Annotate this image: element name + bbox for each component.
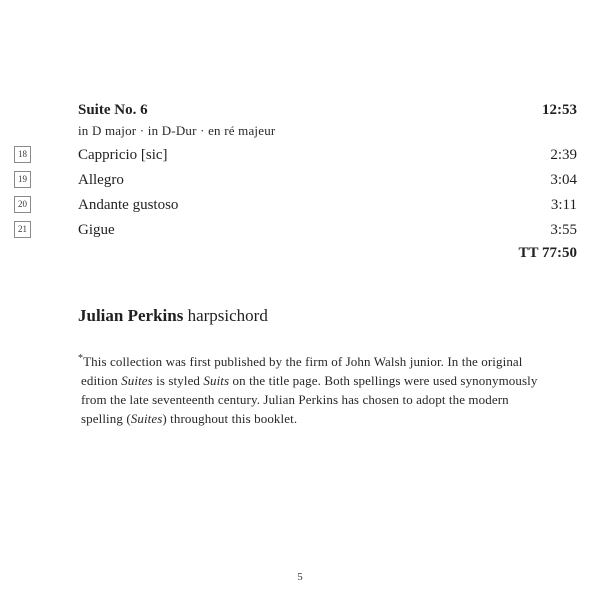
- track-time: 2:39: [550, 147, 577, 163]
- footnote-text: This collection was first published by the firm of John Walsh junior. In the original: [83, 354, 523, 369]
- total-time: TT 77:50: [518, 245, 577, 261]
- footnote-asterisk: *: [78, 353, 84, 364]
- footnote-line: [78, 409, 577, 428]
- footnote-line: [78, 349, 577, 371]
- footnote-line: from the late seventeenth century. Julian Perkins has chosen to adopt the modern: [81, 392, 509, 407]
- track-title: Cappricio [sic]: [78, 147, 168, 163]
- footnote-line: [78, 371, 577, 390]
- track-row: [18, 218, 577, 243]
- artist-instrument: harpsichord: [187, 306, 268, 325]
- footnote-italic-term: Suites: [121, 373, 153, 388]
- track-title: Gigue: [78, 222, 115, 238]
- suite-header: [78, 99, 577, 122]
- footnote-italic-term: Suites: [130, 411, 163, 426]
- track-title: Andante gustoso: [78, 197, 179, 213]
- track-number-box: 20: [14, 196, 31, 213]
- track-time: 3:11: [550, 197, 577, 213]
- footnote-italic-term: Suits: [203, 373, 230, 388]
- page-content: [18, 99, 577, 428]
- track-number-box: 19: [14, 171, 31, 188]
- footnote-text: on the title page. Both spellings were used synonymously: [229, 373, 538, 388]
- track-time: 3:04: [550, 172, 577, 188]
- footnote-text: edition: [81, 373, 122, 388]
- track-title: Allegro: [78, 172, 124, 188]
- track-time: 3:55: [550, 222, 577, 238]
- track-number-box: 18: [14, 146, 31, 163]
- page-number: 5: [297, 571, 303, 583]
- footnote: [78, 349, 577, 428]
- footnote-text: is styled: [152, 373, 204, 388]
- track-number-box: 21: [14, 221, 31, 238]
- footnote-text: spelling (: [81, 411, 131, 426]
- suite-subtitle: in D major · in D-Dur · en ré majeur: [78, 123, 276, 138]
- suite-title: Suite No. 6: [78, 102, 148, 118]
- track-row: [18, 143, 577, 168]
- footnote-text: ) throughout this booklet.: [162, 411, 298, 426]
- track-row: [18, 193, 577, 218]
- artist-name: Julian Perkins: [78, 306, 184, 325]
- suite-duration: 12:53: [542, 102, 577, 118]
- track-list: [18, 143, 577, 263]
- track-row: [18, 168, 577, 193]
- artist-credit: [78, 305, 577, 327]
